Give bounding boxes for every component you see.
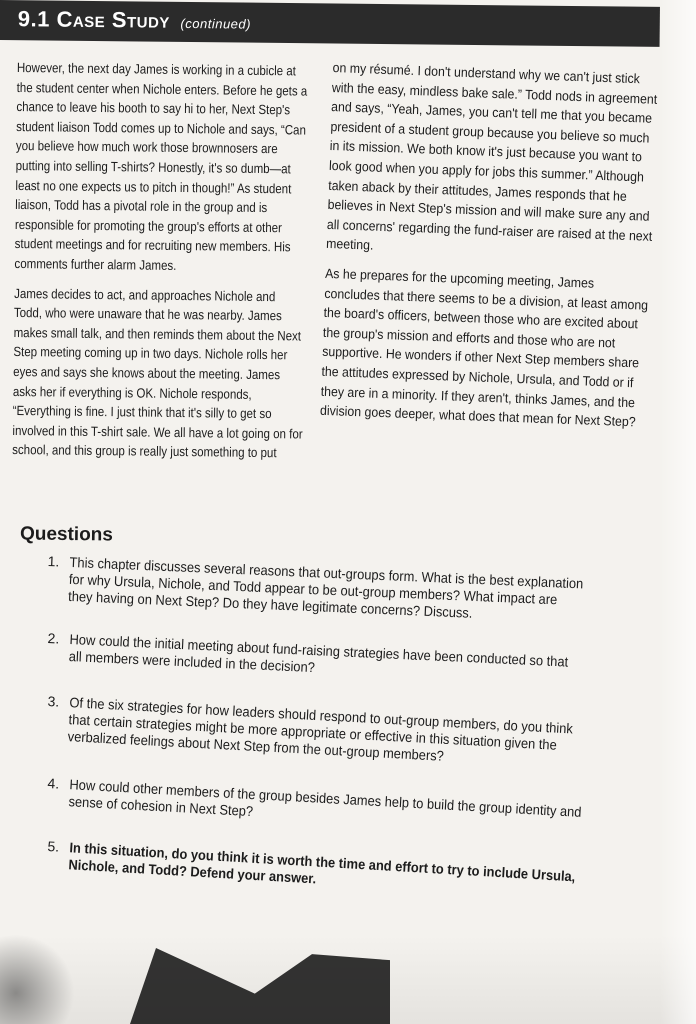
question-number: 2. [47,630,60,647]
question-text: This chapter discusses several reasons that out-groups form. What is the best explanation for why Ursula, Nichole, and Todd appear to be out-group members? What impact are they having on Next Step? Do they have legitimate concerns? Discuss. [67,553,584,621]
questions-heading: Questions [19,523,114,546]
section-title-text: Case Study [56,6,171,33]
question-text: How could other members of the group besides James help to build the group identity and sense of cohesion in Next Step? [68,776,582,820]
question-item [47,838,647,887]
question-number: 5. [47,838,60,855]
paragraph: However, the next day James is working in a cubicle at the student center when Nichole enters. Before he gets a chance to leave his booth to say hi to her, Next Step's student liaison Todd comes up to Nichole and says, “Can you believe how much work those brownnosers are putting into selling T-shirts? Honestly, it's so dumb—at least no one expects us to pitch in though!” As student liaison, Todd has a pivotal role in the group and is responsible for promoting the group's efforts at other student meetings and for recruiting new members. His comments further alarm James. [14,59,308,273]
question-item [47,630,647,676]
question-item [47,553,647,621]
question-text: Of the six strategies for how leaders should respond to out-group members, do you think that certain strategies might be more appropriate or effective in this situation given the verbalized feelings about Next Step from the out-group members? [67,694,574,764]
question-number: 1. [47,553,60,570]
question-number: 3. [47,693,60,710]
paragraph: on my résumé. I don't understand why we can't just stick with the easy, mindless bake sale.” Todd nods in agreement and says, “Yeah, James, you can't tell me that you became president of a student group because you believe so much in its mission. We both know it's just because you want to look good when you apply for jobs this summer.” Although taken aback by their attitudes, James responds that he believes in Next Step's mission and will make sure any and all concerns' regarding the fund-raiser are raised at the next meeting. [325,59,658,253]
page-edge-glare [660,0,696,1024]
question-text: In this situation, do you think it is worth the time and effort to try to include Ursula, Nichole, and Todd? Defend your answer. [68,839,576,887]
continued-label: (continued) [180,15,252,32]
question-item [47,693,647,764]
question-item [47,775,647,820]
question-text: How could the initial meeting about fund-raising strategies have been conducted so that all members were included in the decision? [68,630,569,676]
paragraph: As he prepares for the upcoming meeting, James concludes that there seems to be a division, at least among the board's officers, between those who are excited about the group's mission and efforts and those who are not supportive. He wonders if other Next Step members share the attitudes expressed by Nichole, Ursula, and Todd or if they are in a minority. If they aren't, thinks James, and the division goes deeper, what does that mean for Next Step? [319,265,649,430]
paragraph: James decides to act, and approaches Nichole and Todd, who were unaware that he was nearby. James makes small talk, and then reminds them about the Next Step meeting coming up in two days. Nichole rolls her eyes and says she knows about the meeting. James asks her if everything is OK. Nichole responds, “Everything is fine. I just think that it's silly to get so involved in this T-shirt sale. We all have a lot going on for school, and this group is really just something to put [12,285,303,461]
question-number: 4. [47,775,60,792]
scan-speckle [0,920,80,1024]
section-number: 9.1 [17,6,51,32]
